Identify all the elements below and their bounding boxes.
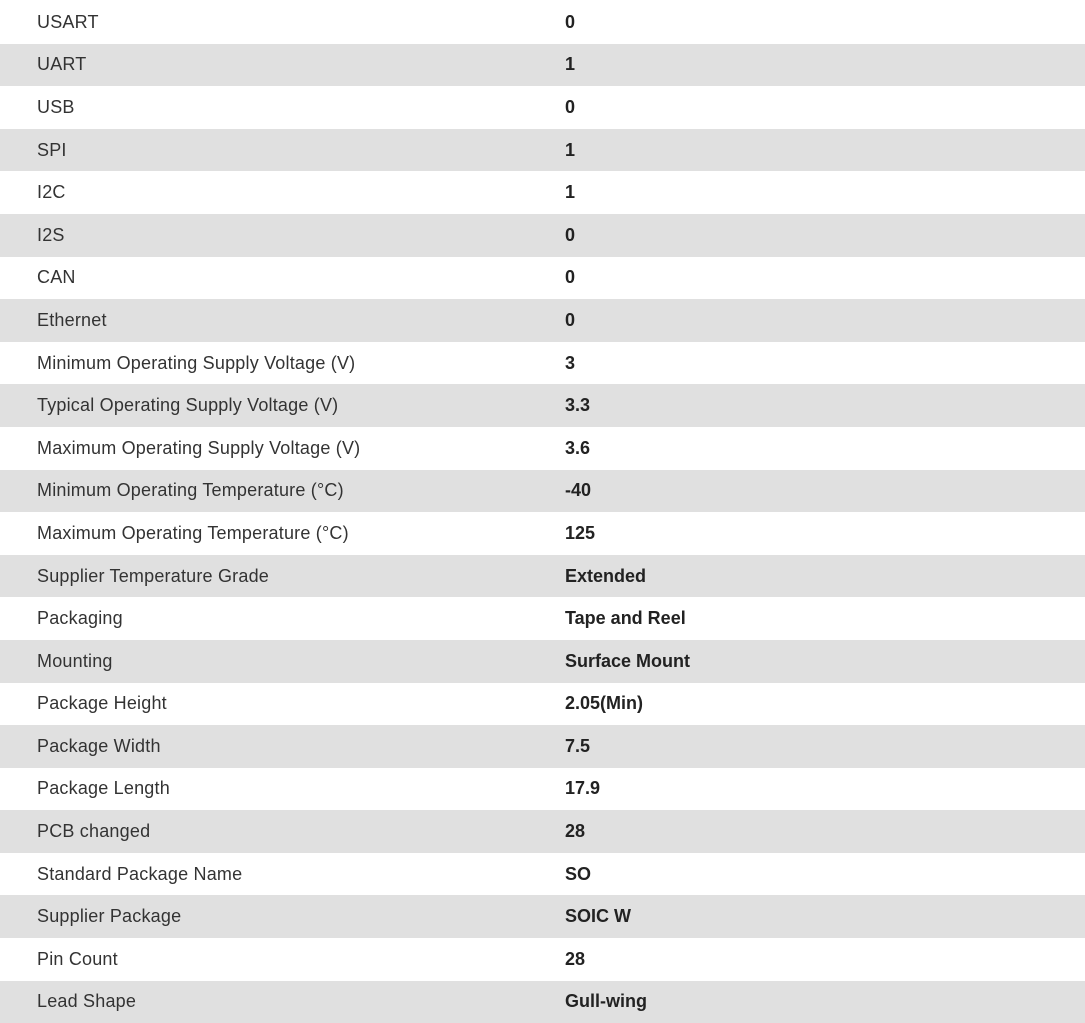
- spec-label: USB: [37, 96, 75, 117]
- table-row: [0, 171, 1085, 214]
- spec-label: USART: [37, 11, 99, 32]
- spec-value: 0: [565, 96, 576, 117]
- table-row: [0, 342, 1085, 385]
- table-row: [0, 597, 1085, 640]
- table-row: [0, 555, 1085, 598]
- table-row: [0, 214, 1085, 257]
- spec-label: Supplier Package: [37, 906, 182, 927]
- spec-value: 1: [565, 54, 576, 75]
- spec-value: 125: [565, 522, 596, 543]
- spec-label: UART: [37, 54, 87, 75]
- spec-value: 0: [565, 224, 576, 245]
- spec-value: 28: [565, 821, 586, 842]
- spec-value: 1: [565, 139, 576, 160]
- spec-value: Extended: [565, 565, 647, 586]
- spec-label: SPI: [37, 139, 67, 160]
- table-row: [0, 768, 1085, 811]
- spec-value: 7.5: [565, 735, 591, 756]
- table-row: [0, 512, 1085, 555]
- spec-table: [0, 1, 1085, 1023]
- spec-label: Supplier Temperature Grade: [37, 565, 269, 586]
- spec-value: Tape and Reel: [565, 608, 686, 629]
- spec-value: 2.05(Min): [565, 693, 644, 714]
- spec-value: 1: [565, 182, 576, 203]
- spec-label: Maximum Operating Temperature (°C): [37, 522, 349, 543]
- table-row: [0, 257, 1085, 300]
- spec-value: 0: [565, 309, 576, 330]
- table-row: [0, 981, 1085, 1023]
- table-row: [0, 938, 1085, 981]
- spec-label: Minimum Operating Temperature (°C): [37, 480, 344, 501]
- spec-label: I2S: [37, 224, 65, 245]
- spec-label: Package Length: [37, 778, 170, 799]
- spec-value: 3: [565, 352, 576, 373]
- spec-value: -40: [565, 480, 592, 501]
- table-row: [0, 427, 1085, 470]
- table-row: [0, 640, 1085, 683]
- spec-value: 3.3: [565, 395, 591, 416]
- spec-label: Ethernet: [37, 309, 107, 330]
- spec-label: Maximum Operating Supply Voltage (V): [37, 437, 361, 458]
- spec-label: CAN: [37, 267, 76, 288]
- table-row: [0, 44, 1085, 87]
- table-row: [0, 86, 1085, 129]
- spec-label: Pin Count: [37, 948, 118, 969]
- table-row: [0, 384, 1085, 427]
- table-row: [0, 853, 1085, 896]
- spec-value: Surface Mount: [565, 650, 691, 671]
- spec-label: Package Height: [37, 693, 167, 714]
- table-row: [0, 1, 1085, 44]
- spec-label: Minimum Operating Supply Voltage (V): [37, 352, 356, 373]
- spec-value: 3.6: [565, 437, 591, 458]
- spec-value: SO: [565, 863, 592, 884]
- spec-label: Mounting: [37, 650, 113, 671]
- table-row: [0, 470, 1085, 513]
- spec-value: 17.9: [565, 778, 601, 799]
- spec-label: PCB changed: [37, 821, 151, 842]
- table-row: [0, 725, 1085, 768]
- spec-value: 28: [565, 948, 586, 969]
- spec-value: Gull-wing: [565, 991, 647, 1012]
- spec-value: 0: [565, 267, 576, 288]
- spec-label: Package Width: [37, 735, 161, 756]
- spec-label: Packaging: [37, 608, 123, 629]
- table-row: [0, 129, 1085, 172]
- table-row: [0, 895, 1085, 938]
- table-row: [0, 810, 1085, 853]
- table-row: [0, 683, 1085, 726]
- spec-label: I2C: [37, 182, 66, 203]
- spec-label: Typical Operating Supply Voltage (V): [37, 395, 339, 416]
- table-row: [0, 299, 1085, 342]
- spec-value: 0: [565, 11, 576, 32]
- spec-value: SOIC W: [565, 906, 631, 927]
- spec-label: Standard Package Name: [37, 863, 243, 884]
- spec-label: Lead Shape: [37, 991, 137, 1012]
